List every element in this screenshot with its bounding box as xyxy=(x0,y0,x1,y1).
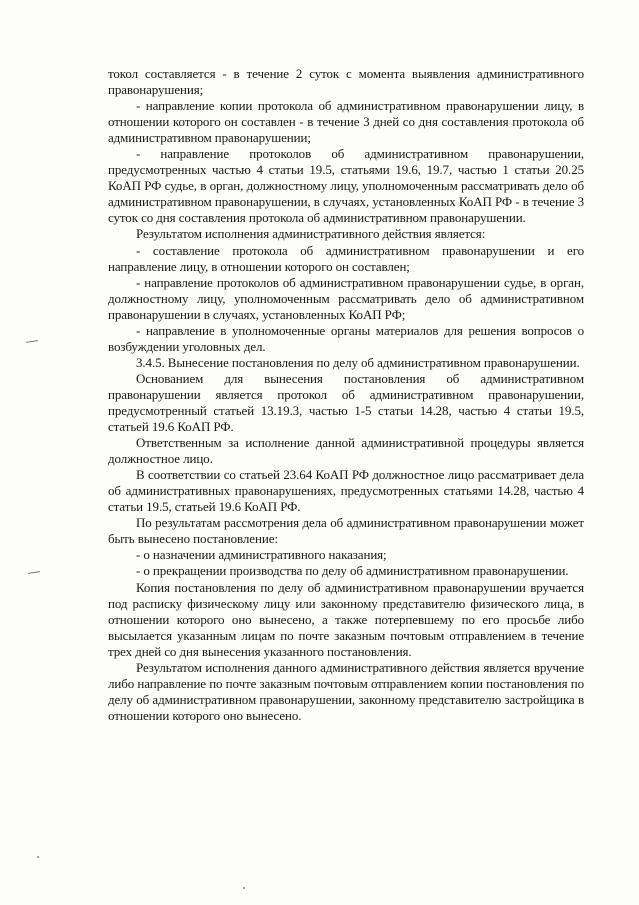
paragraph-14: - о прекращении производства по делу об административном правонарушении. xyxy=(136,563,569,579)
scan-mark xyxy=(26,340,38,343)
paragraph-10: Ответственным за исполнение данной административной процедуры является должностное лицо. xyxy=(108,435,584,467)
scan-mark xyxy=(28,571,40,574)
paragraph-15: Копия постановления по делу об административном правонарушении вручается под расписку физическому лицу или законному представителю физического лица, в отношении которого оно вынесено, а также потерпевшему по его просьбе либо высылается указанным лицам по почте заказным почтовым отправлением в течение трех дней со дня вынесения указанного постановления. xyxy=(108,579,584,659)
paragraph-12: По результатам рассмотрения дела об административном правонарушении может быть вынесено постановление: xyxy=(108,515,584,547)
section-heading-3-4-5: 3.4.5. Вынесение постановления по делу об административном правонарушении. xyxy=(136,354,580,370)
paragraph-7: - направление в уполномоченные органы материалов для решения вопросов о возбуждении уголовных дел. xyxy=(108,322,584,354)
paragraph-16: Результатом исполнения данного административного действия является вручение либо направление по почте заказным почтовым отправлением копии постановления по делу об административном правонарушении, законному представителю застройщика в отношении которого оно вынесено. xyxy=(108,659,584,723)
scan-dot xyxy=(37,856,39,858)
paragraph-6: - направление протоколов об административном правонарушении судье, в орган, должностному лицу, уполномоченным рассматривать дело об административном правонарушении в случаях, установленных КоАП РФ; xyxy=(108,274,584,322)
paragraph-1: токол составляется - в течение 2 суток с момента выявления административного правонарушения; xyxy=(108,66,584,98)
paragraph-11: В соответствии со статьей 23.64 КоАП РФ должностное лицо рассматривает дела об административных правонарушениях, предусмотренных статьями 14.28, частью 4 статьи 19.5, статьей 19.6 КоАП РФ. xyxy=(108,467,584,515)
paragraph-4: Результатом исполнения административного действия является: xyxy=(136,226,486,242)
paragraph-2: - направление копии протокола об административном правонарушении лицу, в отношении которого он составлен - в течение 3 дней со дня составления протокола об административном правонарушении; xyxy=(108,98,584,146)
paragraph-5: - составление протокола об административном правонарушении и его направление лицу, в отношении которого он составлен; xyxy=(108,242,584,274)
scan-dot xyxy=(243,887,245,889)
paragraph-13: - о назначении административного наказания; xyxy=(136,547,387,563)
document-page xyxy=(108,66,584,724)
paragraph-3: - направление протоколов об административном правонарушении, предусмотренных частью 4 статьи 19.5, статьями 19.6, 19.7, частью 1 статьи 20.25 КоАП РФ судье, в орган, должностному лицу, уполномоченным рассматривать дело об административном правонарушении, в случаях, установленных КоАП РФ - в течение 3 суток со дня составления протокола об административном правонарушении. xyxy=(108,146,584,226)
paragraph-9: Основанием для вынесения постановления об административном правонарушении является протокол об административном правонарушении, предусмотренный статьей 13.19.3, частью 1-5 статьи 14.28, частью 4 статьи 19.5, статьей 19.6 КоАП РФ. xyxy=(108,370,584,435)
